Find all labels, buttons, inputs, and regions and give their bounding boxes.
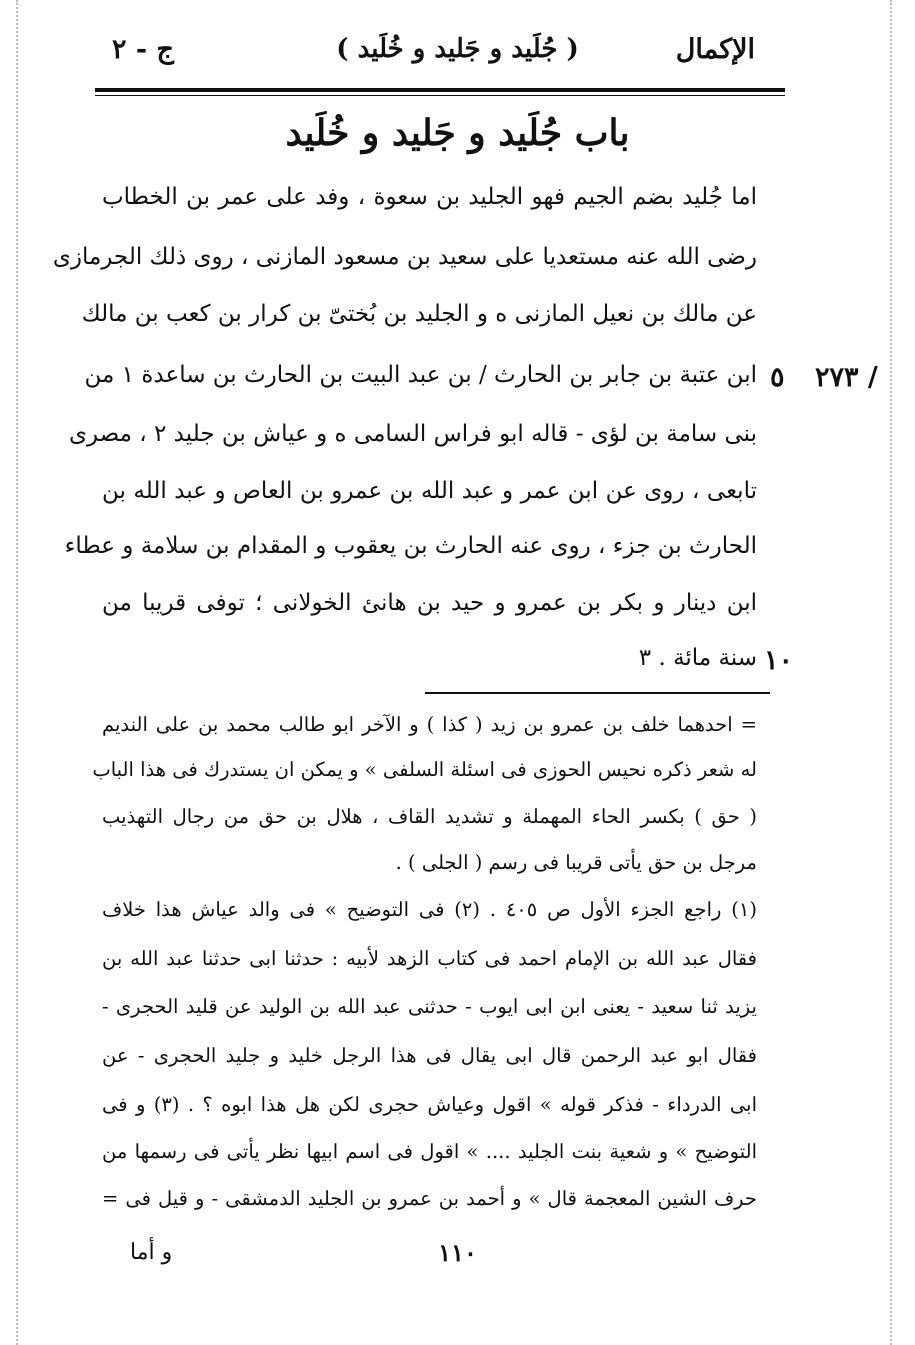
running-header-volume: ج - ٢ bbox=[112, 34, 174, 65]
footnote-line: فقال عبد الله بن الإمام احمد فى كتاب الزهد لأبيه : حدثنا ابى حدثنا عبد الله بن bbox=[102, 947, 757, 970]
footnote-line: فقال ابو عبد الرحمن قال ابى يقال فى هذا الرجل خليد و جليد الحجرى - عن bbox=[102, 1044, 757, 1067]
left-margin-dots bbox=[16, 0, 18, 1345]
footnote-line: ابى الدرداء - فذكر قوله » اقول وعياش حجرى لكن هل هذا ابوه ؟ . (٣) و فى bbox=[102, 1093, 757, 1116]
footnote-line: مرجل بن حق يأتى قريبا فى رسم ( الجلى ) . bbox=[395, 851, 757, 874]
body-line: ابن دينار و بكر بن عمرو و حيد بن هانئ الخولانى ؛ توفى قريبا من bbox=[102, 590, 757, 616]
body-line: اما جُليد بضم الجيم فهو الجليد بن سعوة ، وفد على عمر بن الخطاب bbox=[102, 184, 757, 210]
section-title: باب جُلَيد و جَليد و خُلَيد bbox=[285, 112, 630, 154]
footnote-line: ( حق ) بكسر الحاء المهملة و تشديد القاف ، هلال بن حق من رجال التهذيب bbox=[102, 805, 757, 828]
body-line: عن مالك بن نعيل المازنى ه و الجليد بن بُختىّ بن كرار بن كعب بن مالك bbox=[81, 301, 757, 327]
body-line: سنة مائة . ٣ bbox=[638, 645, 757, 671]
body-line: رضى الله عنه مستعديا على سعيد بن مسعود المازنى ، روى ذلك الجرمازى bbox=[52, 244, 757, 270]
right-margin-dots bbox=[890, 0, 892, 1345]
footnote-line: = احدهما خلف بن عمرو بن زيد ( كذا ) و الآخر ابو طالب محمد بن على النديم bbox=[102, 713, 757, 736]
catchword: و أما bbox=[130, 1240, 173, 1265]
footnote-line: حرف الشين المعجمة قال » و أحمد بن عمرو بن الجليد الدمشقى - و قيل فى = bbox=[102, 1187, 757, 1210]
footnote-line: له شعر ذكره نحيس الحوزى فى اسئلة السلفى » و يمكن ان يستدرك فى هذا الباب bbox=[92, 758, 757, 781]
header-rule-thick bbox=[95, 88, 785, 92]
margin-page-reference: ٢٧٣ / bbox=[815, 362, 878, 393]
body-line: ابن عتبة بن جابر بن الحارث / بن عبد البيت بن الحارث بن ساعدة ١ من bbox=[84, 362, 757, 388]
margin-line-number-10: ١٠ bbox=[764, 645, 794, 676]
body-line: تابعى ، روى عن ابن عمر و عبد الله بن عمرو بن العاص و عبد الله بن bbox=[102, 478, 757, 504]
footnote-separator bbox=[425, 692, 770, 694]
running-header-book-title: الإكمال bbox=[675, 34, 755, 65]
footnote-line: يزيد ثنا سعيد - يعنى ابن ابى ايوب - حدثنى عبد الله بن الوليد عن قليد الحجرى - bbox=[102, 995, 757, 1018]
running-header-chapter: ( جُلَيد و جَليد و خُلَيد ) bbox=[336, 34, 579, 64]
footnote-line: (١) راجع الجزء الأول ص ٤٠٥ . (٢) فى التوضيح » فى والد عياش هذا خلاف bbox=[102, 898, 757, 921]
header-rule-thin bbox=[95, 95, 785, 96]
body-line: بنى سامة بن لؤى - قاله ابو فراس السامى ه و عياش بن جليد ٢ ، مصرى bbox=[69, 421, 757, 447]
body-line: الحارث بن جزء ، روى عنه الحارث بن يعقوب و المقدام بن سلامة و عطاء bbox=[64, 533, 757, 559]
footnote-line: التوضيح » و شعية بنت الجليد .... » اقول فى اسم ابيها نظر يأتى فى رسمها من bbox=[102, 1140, 757, 1163]
page-number: ١١٠ bbox=[438, 1238, 477, 1267]
margin-line-number-5: ٥ bbox=[770, 362, 785, 393]
